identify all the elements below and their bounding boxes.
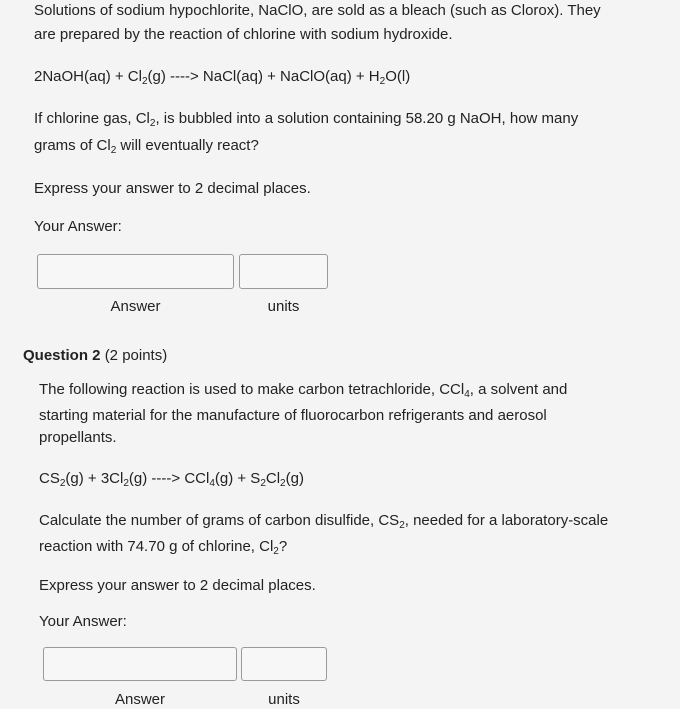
q1-answer-label: Answer bbox=[110, 298, 161, 315]
q2-answer-input[interactable] bbox=[43, 647, 237, 681]
q1-instruction: Express your answer to 2 decimal places. bbox=[34, 180, 311, 197]
q2-title: Question 2 bbox=[23, 347, 101, 364]
q2-intro-line1: The following reaction is used to make carbon tetrachloride, CCl$_4$, a solvent and bbox=[39, 381, 568, 400]
q1-prompt-line2: grams of $Cl_2$ will eventually react? bbox=[34, 137, 259, 156]
q1-units-input[interactable] bbox=[239, 254, 328, 289]
q2-units-label: units bbox=[268, 691, 300, 708]
q2-intro-line2: starting material for the manufacture of fluorocarbon refrigerants and aerosol bbox=[39, 407, 547, 424]
q2-header bbox=[23, 342, 167, 369]
q2-points: (2 points) bbox=[104, 347, 168, 364]
q2-intro-line3: propellants. bbox=[39, 429, 117, 446]
q1-your-answer-label: Your Answer: bbox=[34, 218, 122, 235]
q2-your-answer-label: Your Answer: bbox=[39, 613, 127, 630]
q2-units-input[interactable] bbox=[241, 647, 327, 681]
q2-instruction: Express your answer to 2 decimal places. bbox=[39, 577, 316, 594]
q1-prompt-line1: If chlorine gas, $Cl_2$, is bubbled into a solution containing 58.20 g NaOH, how many bbox=[34, 110, 579, 129]
q1-intro-line1: Solutions of sodium hypochlorite, NaClO, are sold as a bleach (such as Clorox). They bbox=[34, 2, 601, 19]
q1-answer-input[interactable] bbox=[37, 254, 234, 289]
q2-prompt-line2: reaction with 74.70 g of chlorine, $Cl_2$? bbox=[39, 538, 288, 557]
q2-prompt-line1: Calculate the number of grams of carbon disulfide, $CS_2$, needed for a laboratory-scale bbox=[39, 512, 609, 531]
q1-equation: 2NaOH(aq) + $Cl_2(g)$ ----> NaCl(aq) + NaClO(aq) + $H_2O(l)$ bbox=[34, 68, 411, 87]
q2-equation: $CS_2(g) + 3Cl_2(g)$ ----> $CCl_4(g) + S_2Cl_2(g)$ bbox=[39, 470, 304, 489]
q1-intro-line2: are prepared by the reaction of chlorine with sodium hydroxide. bbox=[34, 26, 453, 43]
q1-units-label: units bbox=[267, 298, 300, 315]
q2-answer-label: Answer bbox=[114, 691, 166, 708]
